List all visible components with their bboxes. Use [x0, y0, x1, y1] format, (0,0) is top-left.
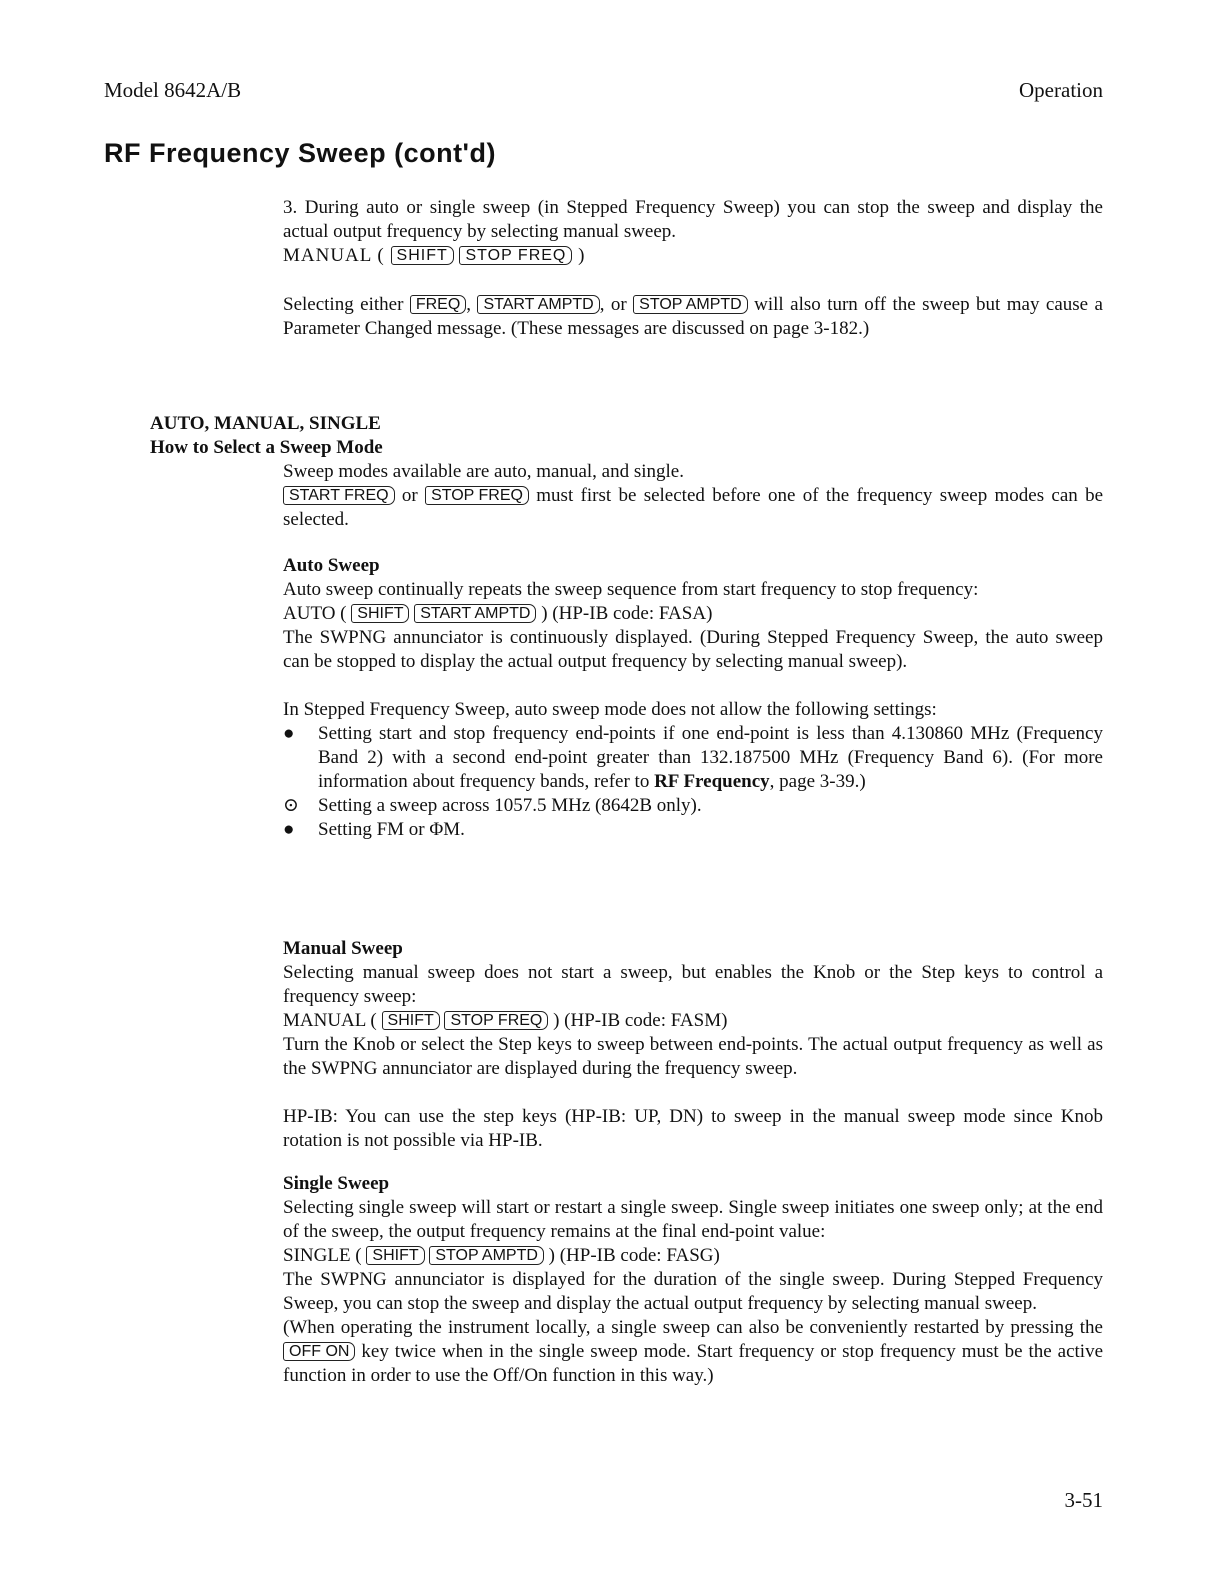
manual-sweep-block	[283, 937, 1103, 1153]
bullet-icon: ●	[283, 723, 295, 744]
step3-block	[283, 196, 1103, 268]
selecting-post: will also turn off the sweep but may cause a Parameter Changed message. (These messages are discussed on page 3-182.)	[283, 294, 1103, 339]
stop-freq-key[interactable]: STOP FREQ	[444, 1011, 548, 1030]
manual-desc: Selecting manual sweep does not start a sweep, but enables the Knob or the Step keys to control a frequency sweep:	[283, 962, 1103, 1007]
manual-label: MANUAL (	[283, 1010, 377, 1031]
stop-amptd-key[interactable]: STOP AMPTD	[429, 1246, 544, 1265]
auto-code: ) (HP-IB code: FASA)	[541, 603, 713, 624]
section-subheading: How to Select a Sweep Mode	[150, 437, 383, 458]
or-text: or	[401, 485, 418, 506]
stop-amptd-key[interactable]: STOP AMPTD	[633, 295, 748, 314]
shift-key[interactable]: SHIFT	[366, 1246, 424, 1265]
auto-sweep-heading: Auto Sweep	[283, 555, 380, 576]
single-label: SINGLE (	[283, 1245, 362, 1266]
auto-keys-line	[283, 602, 1103, 626]
bullet-icon: ●	[283, 819, 295, 840]
mode-intro-block	[283, 460, 1103, 532]
manual-code: ) (HP-IB code: FASM)	[553, 1010, 728, 1031]
shift-key[interactable]: SHIFT	[382, 1011, 440, 1030]
selecting-text	[283, 293, 1103, 341]
modes-keys-post: must first be selected before one of the frequency sweep modes can be selected.	[283, 485, 1104, 530]
bullet-icon: ⊙	[283, 795, 299, 816]
step3-text: 3. During auto or single sweep (in Stepped Frequency Sweep) you can stop the sweep and display the actual output frequency by selecting manual sweep.	[283, 197, 1103, 242]
modes-available: Sweep modes available are auto, manual, and single.	[283, 461, 684, 482]
single-note	[283, 1316, 1103, 1388]
single-keys-line	[283, 1244, 1103, 1268]
single-sweep-block	[283, 1172, 1103, 1388]
sep1: ,	[466, 294, 472, 315]
shift-key[interactable]: SHIFT	[391, 246, 454, 265]
bullet1-text: Setting start and stop frequency end-points if one end-point is less than 4.130860 MHz (Frequency Band 2) with a second end-point greater than 132.187500 MHz (Frequency Band 6). (For more information about frequency bands, refer to	[318, 723, 1103, 792]
section-heading: AUTO, MANUAL, SINGLE	[150, 413, 381, 434]
start-amptd-key[interactable]: START AMPTD	[477, 295, 599, 314]
close-paren: )	[578, 245, 586, 266]
auto-desc: Auto sweep continually repeats the sweep sequence from start frequency to stop frequency:	[283, 579, 979, 600]
page-title: RF Frequency Sweep (cont'd)	[104, 138, 496, 168]
stop-freq-key[interactable]: STOP FREQ	[459, 246, 572, 265]
stepped-intro: In Stepped Frequency Sweep, auto sweep mode does not allow the following settings:	[283, 699, 937, 720]
manual-keys-line	[283, 1009, 1103, 1033]
auto-sweep-block	[283, 554, 1103, 842]
bullet-item-2	[283, 794, 1103, 818]
manual-label: MANUAL (	[283, 245, 385, 266]
start-amptd-key[interactable]: START AMPTD	[414, 604, 536, 623]
hpib-note: HP-IB: You can use the step keys (HP-IB: UP, DN) to sweep in the manual sweep mode since Knob rotation is not possible via HP-IB.	[283, 1106, 1103, 1151]
auto-label: AUTO (	[283, 603, 347, 624]
off-on-key[interactable]: OFF ON	[283, 1342, 355, 1361]
bullet1-tail: , page 3-39.)	[769, 771, 866, 792]
start-freq-key[interactable]: START FREQ	[283, 486, 395, 505]
page-number: 3-51	[1064, 1488, 1103, 1512]
single-note-pre: (When operating the instrument locally, a single sweep can also be conveniently restarted by pressing the	[283, 1317, 1103, 1338]
manual-desc2: Turn the Knob or select the Step keys to sweep between end-points. The actual output frequency as well as the SWPNG annunciator are displayed during the frequency sweep.	[283, 1034, 1103, 1079]
bullet3-text: Setting FM or ΦM.	[318, 819, 465, 840]
selecting-block	[283, 293, 1103, 341]
sep2: , or	[599, 294, 627, 315]
selecting-pre: Selecting either	[283, 294, 404, 315]
shift-key[interactable]: SHIFT	[351, 604, 409, 623]
bullet-item-1	[283, 722, 1103, 794]
single-desc2: The SWPNG annunciator is displayed for the duration of the single sweep. During Stepped Frequency Sweep, you can stop the sweep and display the actual output frequency by selecting manual sweep.	[283, 1269, 1103, 1314]
header-model: Model 8642A/B	[104, 78, 242, 102]
step3-keys-line	[283, 244, 1103, 268]
single-note-post: key twice when in the single sweep mode. Start frequency or stop frequency must be the active function in order to use the Off/On function in this way.)	[283, 1341, 1104, 1386]
auto-desc2: The SWPNG annunciator is continuously displayed. (During Stepped Frequency Sweep, the auto sweep can be stopped to display the actual output frequency by selecting manual sweep).	[283, 627, 1103, 672]
single-desc: Selecting single sweep will start or restart a single sweep. Single sweep initiates one sweep only; at the end of the sweep, the output frequency remains at the final end-point value:	[283, 1197, 1103, 1242]
modes-keys-line	[283, 484, 1103, 532]
single-sweep-heading: Single Sweep	[283, 1173, 390, 1194]
manual-sweep-heading: Manual Sweep	[283, 938, 403, 959]
single-code: ) (HP-IB code: FASG)	[548, 1245, 720, 1266]
stop-freq-key[interactable]: STOP FREQ	[425, 486, 529, 505]
bullet-item-3	[283, 818, 1103, 842]
freq-key[interactable]: FREQ	[410, 295, 466, 314]
bullet1-bold: RF Frequency	[654, 771, 770, 792]
bullet2-text: Setting a sweep across 1057.5 MHz (8642B only).	[318, 795, 702, 816]
header-section: Operation	[1019, 78, 1103, 102]
